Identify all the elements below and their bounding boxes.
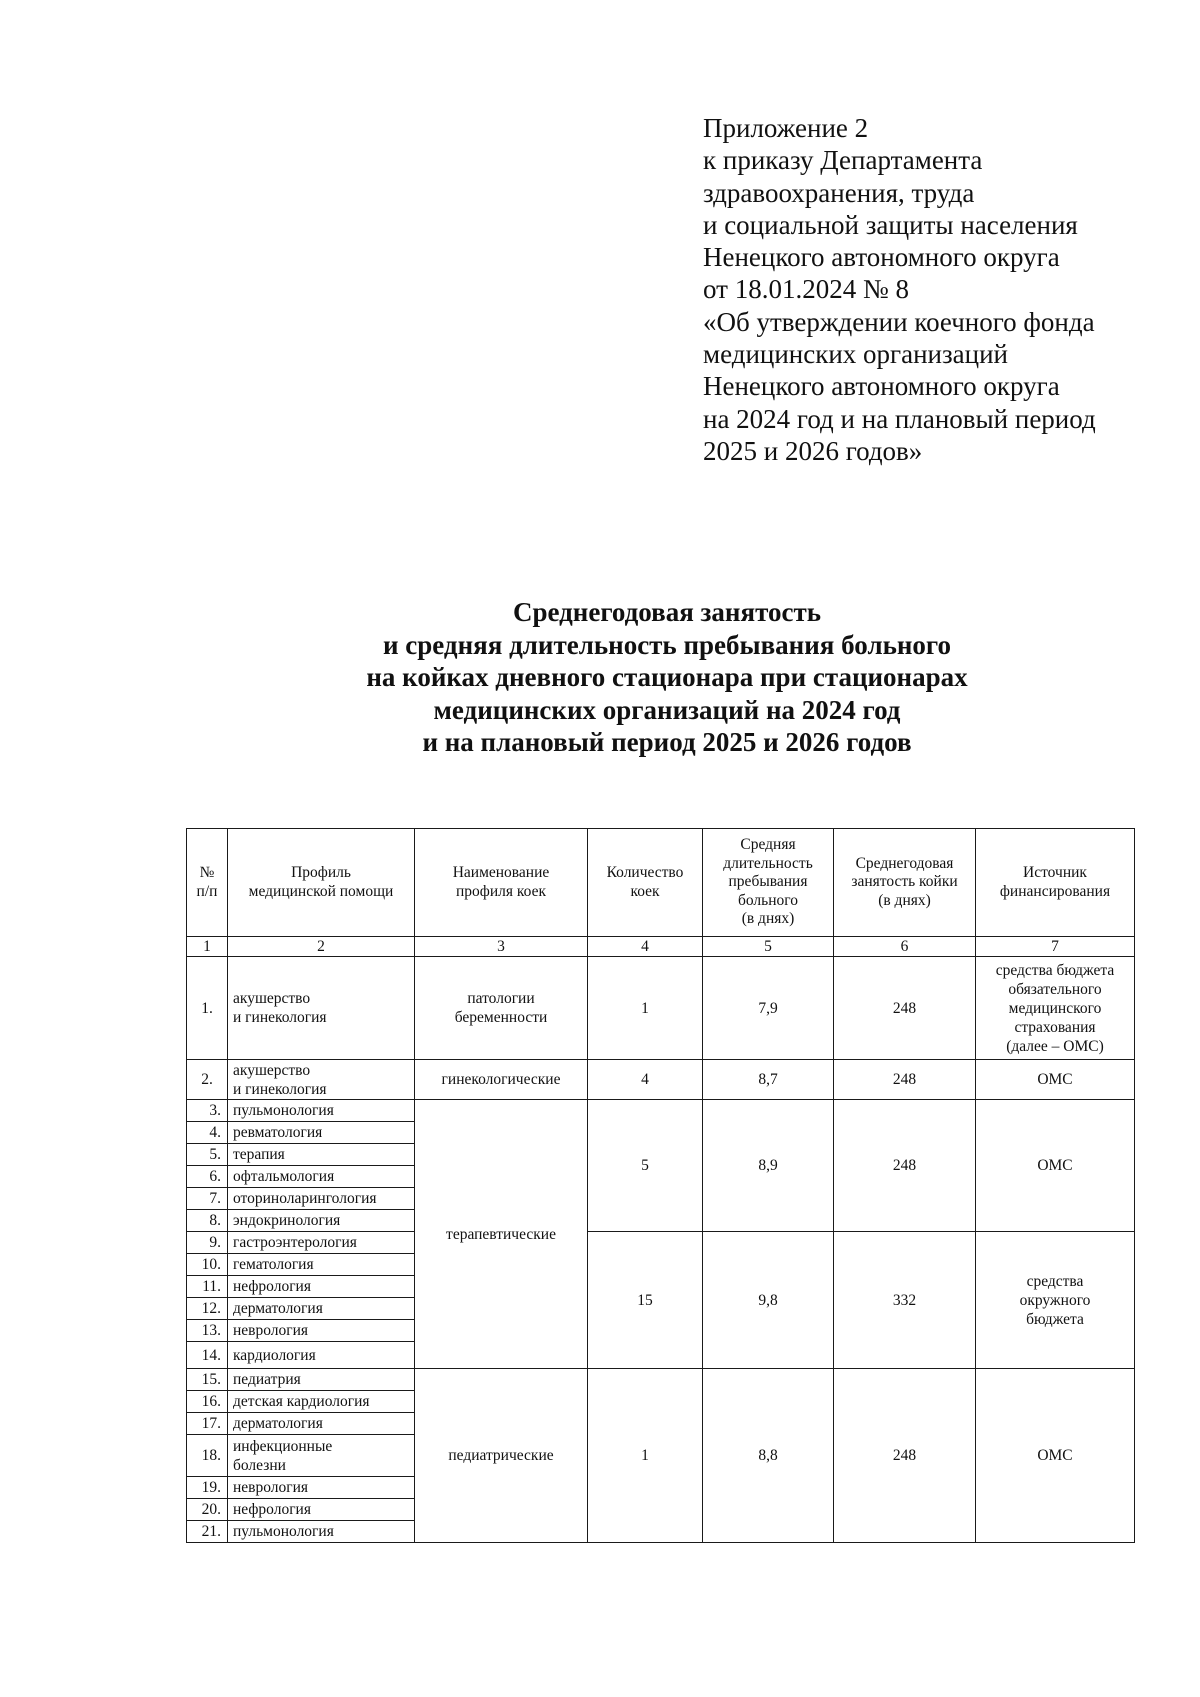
row-num: 9. xyxy=(187,1232,228,1254)
cell-text: средства бюджета xyxy=(995,961,1115,979)
row-profile: пульмонология xyxy=(228,1100,415,1122)
appendix-line: от 18.01.2024 № 8 xyxy=(703,274,909,305)
therapeutic-source-2 xyxy=(976,1232,1135,1369)
cell-text: страхования xyxy=(1014,1018,1096,1036)
row-num: 6. xyxy=(187,1166,228,1188)
row-num: 20. xyxy=(187,1499,228,1521)
header-text: пребывания xyxy=(728,873,808,891)
header-source xyxy=(976,829,1135,937)
row-profile: нефрология xyxy=(228,1276,415,1298)
cell-text: болезни xyxy=(233,1456,286,1474)
pediatric-bed-profile: педиатрические xyxy=(415,1369,588,1543)
row-profile: пульмонология xyxy=(228,1521,415,1543)
row-num: 10. xyxy=(187,1254,228,1276)
row-num: 16. xyxy=(187,1391,228,1413)
header-text: занятость койки xyxy=(851,873,958,891)
cell-text: и гинекология xyxy=(233,1009,327,1026)
col-number: 4 xyxy=(588,937,703,957)
header-text: длительность xyxy=(723,854,813,872)
header-text: п/п xyxy=(196,882,218,900)
row-num: 7. xyxy=(187,1188,228,1210)
therapeutic-source-1: ОМС xyxy=(976,1100,1135,1232)
row-profile: гематология xyxy=(228,1254,415,1276)
row-num: 13. xyxy=(187,1320,228,1342)
appendix-line: Ненецкого автономного округа xyxy=(703,242,1060,273)
header-num xyxy=(187,829,228,937)
row-num: 14. xyxy=(187,1342,228,1369)
header-beds xyxy=(588,829,703,937)
title-line: и средняя длительность пребывания больного xyxy=(382,629,952,660)
cell-text: обязательного xyxy=(1008,980,1102,998)
header-row xyxy=(187,829,1135,937)
header-text: (в днях) xyxy=(741,910,795,928)
col-number: 1 xyxy=(187,937,228,957)
cell-text: акушерство xyxy=(233,1061,311,1079)
header-bed-profile xyxy=(415,829,588,937)
header-text: Количество xyxy=(606,864,684,881)
row-num: 11. xyxy=(187,1276,228,1298)
appendix-note xyxy=(703,112,1096,467)
header-text: больного xyxy=(737,891,798,909)
header-text: финансирования xyxy=(999,882,1111,900)
appendix-line: Приложение 2 xyxy=(703,113,869,143)
title-line: медицинских организаций на 2024 год xyxy=(433,694,901,725)
cell-text: инфекционные xyxy=(233,1437,333,1455)
header-profile xyxy=(228,829,415,937)
row-profile xyxy=(228,957,415,1060)
therapeutic-beds-1: 5 xyxy=(588,1100,703,1232)
header-text: Среднегодовая xyxy=(855,854,954,872)
cell-text: и гинекология xyxy=(233,1080,327,1098)
row-num: 8. xyxy=(187,1210,228,1232)
row-profile: эндокринология xyxy=(228,1210,415,1232)
row-num: 4. xyxy=(187,1122,228,1144)
bed-stats-table xyxy=(186,828,1135,1543)
table-row xyxy=(187,1369,1135,1391)
row-profile: неврология xyxy=(228,1477,415,1499)
col-number: 2 xyxy=(228,937,415,957)
therapeutic-beds-2: 15 xyxy=(588,1232,703,1369)
row-profile: офтальмология xyxy=(228,1166,415,1188)
row-bed-profile xyxy=(415,957,588,1060)
cell-text: патологии xyxy=(467,990,535,1007)
row-occupancy: 248 xyxy=(834,1060,976,1100)
row-source: ОМС xyxy=(976,1060,1135,1100)
col-number: 7 xyxy=(976,937,1135,957)
row-num: 3. xyxy=(187,1100,228,1122)
header-text: Наименование xyxy=(452,864,550,881)
document-title xyxy=(0,596,1200,759)
row-duration: 8,7 xyxy=(703,1060,834,1100)
row-num: 21. xyxy=(187,1521,228,1543)
cell-text: беременности xyxy=(454,1009,548,1026)
table-row xyxy=(187,1232,1135,1254)
appendix-line: медицинских организаций xyxy=(703,339,1009,370)
header-text: Источник xyxy=(1023,864,1087,881)
therapeutic-duration-2: 9,8 xyxy=(703,1232,834,1369)
row-source xyxy=(976,957,1135,1060)
header-text: профиля коек xyxy=(456,882,546,900)
title-line: на койках дневного стационара при стационарах xyxy=(366,662,968,692)
row-profile: оториноларингология xyxy=(228,1188,415,1210)
row-num: 1. xyxy=(187,957,228,1060)
therapeutic-occupancy-2: 332 xyxy=(834,1232,976,1369)
row-profile: педиатрия xyxy=(228,1369,415,1391)
title-line: и на плановый период 2025 и 2026 годов xyxy=(422,727,912,757)
row-profile: терапия xyxy=(228,1144,415,1166)
header-text: Средняя xyxy=(740,836,796,854)
row-num: 18. xyxy=(187,1435,228,1477)
cell-text: окружного xyxy=(1019,1291,1091,1309)
row-profile xyxy=(228,1060,415,1100)
cell-text: средства xyxy=(1026,1272,1084,1290)
row-duration: 7,9 xyxy=(703,957,834,1060)
row-num: 19. xyxy=(187,1477,228,1499)
table-row xyxy=(187,957,1135,1060)
pediatric-source: ОМС xyxy=(976,1369,1135,1543)
appendix-line: здравоохранения, труда xyxy=(703,177,975,208)
row-num: 2. xyxy=(187,1060,228,1100)
row-profile: неврология xyxy=(228,1320,415,1342)
header-duration xyxy=(703,829,834,937)
row-profile: детская кардиология xyxy=(228,1391,415,1413)
row-num: 15. xyxy=(187,1369,228,1391)
row-beds: 4 xyxy=(588,1060,703,1100)
row-profile: гастроэнтерология xyxy=(228,1232,415,1254)
row-occupancy: 248 xyxy=(834,957,976,1060)
row-profile: кардиология xyxy=(228,1342,415,1369)
header-text: (в днях) xyxy=(878,891,931,909)
appendix-line: Ненецкого автономного округа xyxy=(703,371,1060,402)
column-number-row xyxy=(187,937,1135,957)
row-profile: нефрология xyxy=(228,1499,415,1521)
pediatric-occupancy: 248 xyxy=(834,1369,976,1543)
row-num: 12. xyxy=(187,1298,228,1320)
row-profile xyxy=(228,1435,415,1477)
header-text: медицинской помощи xyxy=(248,882,394,900)
appendix-line: на 2024 год и на плановый период xyxy=(703,403,1096,434)
cell-text: (далее – ОМС) xyxy=(1006,1037,1104,1055)
col-number: 3 xyxy=(415,937,588,957)
header-occupancy xyxy=(834,829,976,937)
row-profile: ревматология xyxy=(228,1122,415,1144)
row-num: 17. xyxy=(187,1413,228,1435)
cell-text: бюджета xyxy=(1026,1310,1084,1328)
col-number: 5 xyxy=(703,937,834,957)
title-line: Среднегодовая занятость xyxy=(512,597,822,627)
appendix-line: и социальной защиты населения xyxy=(703,209,1078,240)
appendix-line: к приказу Департамента xyxy=(703,145,983,176)
header-text: № xyxy=(199,864,215,881)
table-row xyxy=(187,1100,1135,1122)
therapeutic-bed-profile: терапевтические xyxy=(415,1100,588,1369)
therapeutic-duration-1: 8,9 xyxy=(703,1100,834,1232)
table-row xyxy=(187,1060,1135,1100)
therapeutic-occupancy-1: 248 xyxy=(834,1100,976,1232)
col-number: 6 xyxy=(834,937,976,957)
row-profile: дерматология xyxy=(228,1298,415,1320)
pediatric-duration: 8,8 xyxy=(703,1369,834,1543)
appendix-line: «Об утверждении коечного фонда xyxy=(703,306,1095,337)
appendix-line: 2025 и 2026 годов» xyxy=(703,435,923,466)
cell-text: медицинского xyxy=(1008,999,1102,1017)
row-profile: дерматология xyxy=(228,1413,415,1435)
header-text: коек xyxy=(630,882,660,900)
pediatric-beds: 1 xyxy=(588,1369,703,1543)
header-text: Профиль xyxy=(291,864,351,881)
cell-text: акушерство xyxy=(233,990,311,1007)
row-bed-profile: гинекологические xyxy=(415,1060,588,1100)
row-beds: 1 xyxy=(588,957,703,1060)
row-num: 5. xyxy=(187,1144,228,1166)
